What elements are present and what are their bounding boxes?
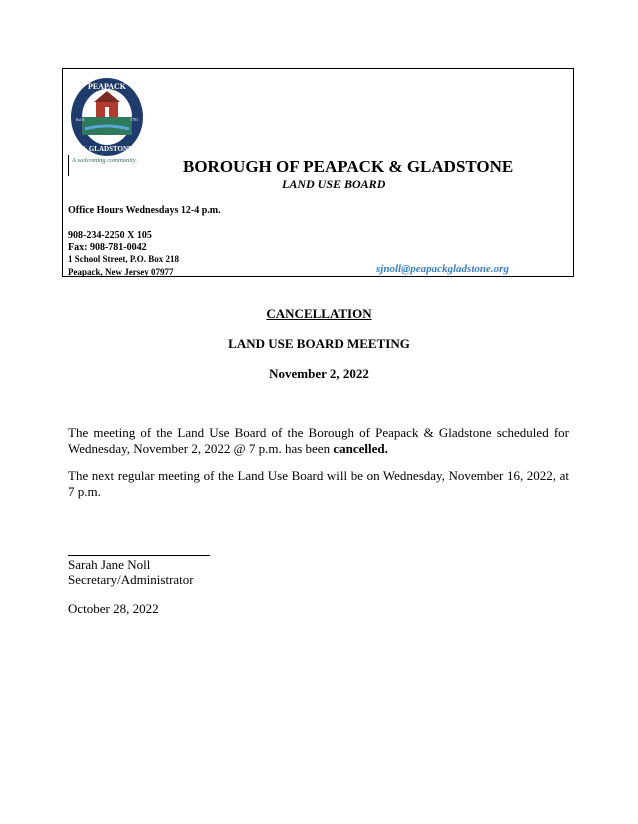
signature-date: October 28, 2022 [68, 601, 159, 616]
svg-text:1701: 1701 [130, 117, 138, 122]
cancellation-paragraph [68, 425, 569, 457]
board-name: LAND USE BOARD [282, 177, 386, 191]
meeting-date: November 2, 2022 [269, 366, 369, 381]
signature-line [68, 555, 210, 556]
signer-name: Sarah Jane Noll [68, 557, 151, 572]
address-line-1: 1 School Street, P.O. Box 218 [68, 254, 180, 264]
phone-number: 908-234-2250 X 105 [68, 230, 152, 241]
letterhead [62, 68, 574, 277]
cancellation-text: The meeting of the Land Use Board of the Borough of Peapack & Gladstone scheduled for Wednesday, November 2, 2022 @ 7 p.m. has been [68, 425, 569, 456]
cancelled-emphasis: cancelled. [333, 441, 388, 456]
office-hours: Office Hours Wednesdays 12-4 p.m. [68, 205, 221, 216]
svg-text:PEAPACK: PEAPACK [87, 82, 127, 91]
notice-heading: CANCELLATION [266, 306, 372, 321]
logo-divider [68, 155, 69, 176]
svg-text:& GLADSTONE: & GLADSTONE [81, 145, 133, 153]
fax-number: Fax: 908-781-0042 [68, 242, 147, 253]
organization-name: BOROUGH OF PEAPACK & GLADSTONE [183, 157, 514, 176]
tagline: A welcoming community. [72, 157, 138, 164]
svg-text:Est'd: Est'd [76, 117, 84, 122]
signer-title: Secretary/Administrator [68, 572, 194, 587]
next-meeting-paragraph: The next regular meeting of the Land Use Board will be on Wednesday, November 16, 2022, at 7 p.m. [68, 468, 569, 499]
meeting-title: LAND USE BOARD MEETING [228, 336, 410, 351]
address-line-2: Peapack, New Jersey 07977 [68, 267, 174, 277]
contact-email: sjnoll@peapackgladstone.org [376, 263, 509, 275]
